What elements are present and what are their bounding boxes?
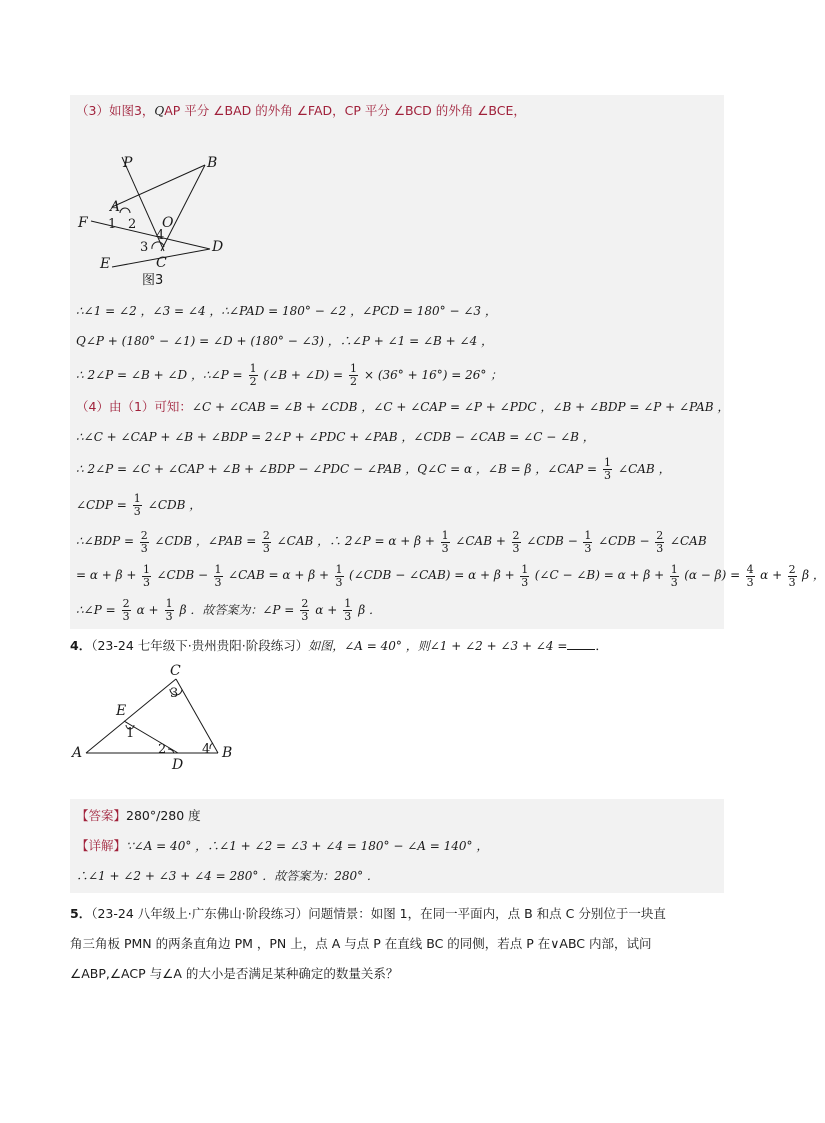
label-a: A [110,199,121,215]
part4-line6: ∴∠P = $\frac{2}{3}$ α + $\frac{1}{3}$ β ．故答案为：∠P = $\frac{2}{3}$ α + $\frac{1}{3}$ β ． [76,597,382,623]
label-angle-3: 3 [140,240,149,255]
label-o: O [162,215,174,231]
part4-heading-label: （4）由（1）可知： [76,399,192,414]
q5-line2: 角三角板 PMN 的两条直角边 PM ，PN 上，点 A 与点 P 在直线 BC 的同侧，若点 P 在∨ABC 内部，试问 [70,936,652,951]
part4-heading-math: ∠C + ∠CAB = ∠B + ∠CDB ，∠C + ∠CAP = ∠P + ∠PDC ，∠B + ∠BDP = ∠P + ∠PAB ， [191,400,730,414]
part3-heading-label: （3）如图3， [76,103,155,118]
q5-number: 5． [70,906,92,921]
figure-3 [76,121,236,271]
q4-detail-line1 [76,833,720,859]
line-bc [161,165,205,251]
label-p: P [123,155,133,171]
label-c: C [156,255,167,271]
question-4: 4．（23-24 七年级下·贵州贵阳·阶段练习）如图，∠A = 40° ，则∠1 + ∠2 + ∠3 + ∠4 = ． [70,638,608,653]
arc-1 [120,208,130,213]
figure-q4 [70,661,270,791]
frac-half-1: $\frac{1}{2}$ [249,362,257,388]
question-5 [70,899,724,989]
q4-label-angle-1: 1 [126,726,135,741]
label-f: F [78,215,88,231]
label-d: D [212,239,224,255]
q4-answer: 280°/280 度 [126,808,201,823]
q4-detail-tag: 【详解】 [76,838,127,853]
part3-line3-a: ∴ 2∠P = ∠B + ∠D ，∴∠P = [76,368,243,382]
q5-source: （23-24 八年级上·广东佛山·阶段练习） [91,906,309,921]
label-e: E [100,256,111,272]
q4-detail1: ∵∠A = 40° ，∴∠1 + ∠2 = ∠3 + ∠4 = 180° − ∠A = 140° ， [126,839,489,853]
part3-line3-b: (∠B + ∠D) = [263,368,344,382]
line-ab [112,165,205,207]
q5-line1 [70,899,724,929]
part3-line1: ∴∠1 = ∠2 ，∠3 = ∠4 ，∴∠PAD = 180° − ∠2 ，∠PCD = 180° − ∠3 ， [76,304,497,318]
label-angle-1: 1 [108,217,117,232]
part4-heading [76,396,730,418]
label-angle-2: 2 [128,217,137,232]
part3-line2: Q∠P + (180° − ∠1) = ∠D + (180° − ∠3) ，∴∠P + ∠1 = ∠B + ∠4 ， [76,334,494,348]
part3-heading [76,101,720,121]
part3-block [70,95,825,629]
part4-line2: ∴ 2∠P = ∠C + ∠CAP + ∠B + ∠BDP − ∠PDC − ∠PAB ，Q∠C = α ，∠B = β ，∠CAP = $\frac{1}{3}$ ∠CAB ， [76,456,671,482]
q4-detail-line2: ∴∠1 + ∠2 + ∠3 + ∠4 = 280° ．故答案为：280° ． [76,869,379,883]
part4-line4: ∴∠BDP = $\frac{2}{3}$ ∠CDB ，∠PAB = $\frac{2}{3}$ ∠CAB ，∴ 2∠P = α + β + $\frac{1}{3}$ ∠CAB + $\frac{2}{3}$ ∠CDB − $\frac{1}{3}$ ∠CDB − $\frac{2}{3}$ ∠CAB [76,528,707,555]
q5-line3: ∠ABP,∠ACP 与∠A 的大小是否满足某种确定的数量关系？ [70,966,399,981]
label-angle-4: 4 [156,228,165,243]
part4-line5: = α + β + $\frac{1}{3}$ ∠CDB − $\frac{1}{3}$ ∠CAB = α + β + $\frac{1}{3}$ (∠CDB − ∠CAB) = α + β + $\frac{1}{3}$ (∠C − ∠B) = α + β + $\frac{1}{3}$ (α − β) = $\frac{4}{3}$ α + $\frac{2}{3}$ β ， [76,562,825,589]
q4-label-d: D [172,757,184,773]
q4-label-e: E [116,703,127,719]
q4-answer-blank [567,637,595,650]
frac-half-2: $\frac{1}{2}$ [350,362,357,388]
q4-label-a: A [72,745,83,761]
part3-heading-q: Q [154,104,165,118]
q4-label-b: B [222,745,233,761]
part3-heading-math: AP 平分 ∠BAD 的外角 ∠FAD，CP 平分 ∠BCD 的外角 ∠BCE， [164,103,526,118]
q4-number: 4． [70,638,92,653]
part4-line3: ∠CDP = $\frac{1}{3}$ ∠CDB ， [76,492,202,518]
q4-answer-line [76,803,720,829]
part3-line3-c: × (36° + 16°) = 26° ； [363,368,503,382]
part3-line3 [76,360,720,390]
page-content [70,95,825,989]
q5-text-line1: 问题情景：如图 1，在同一平面内，点 B 和点 C 分别位于一块直 [308,906,666,921]
q4-source: （23-24 七年级下·贵州贵阳·阶段练习） [91,638,309,653]
label-b: B [207,155,218,171]
q4-label-angle-3: 3 [170,686,179,701]
figure-3-caption: 图3 [142,273,164,288]
q4-answer-block [70,799,724,893]
q4-label-c: C [170,663,181,679]
q4-label-angle-2: 2 [158,742,167,757]
part4-line1: ∴∠C + ∠CAP + ∠B + ∠BDP = 2∠P + ∠PDC + ∠PAB ，∠CDB − ∠CAB = ∠C − ∠B ， [76,430,595,444]
q4-label-angle-4: 4 [202,742,211,757]
q4-text: 如图，∠A = 40° ，则∠1 + ∠2 + ∠3 + ∠4 = [308,639,568,653]
q4-answer-tag: 【答案】 [76,808,127,823]
